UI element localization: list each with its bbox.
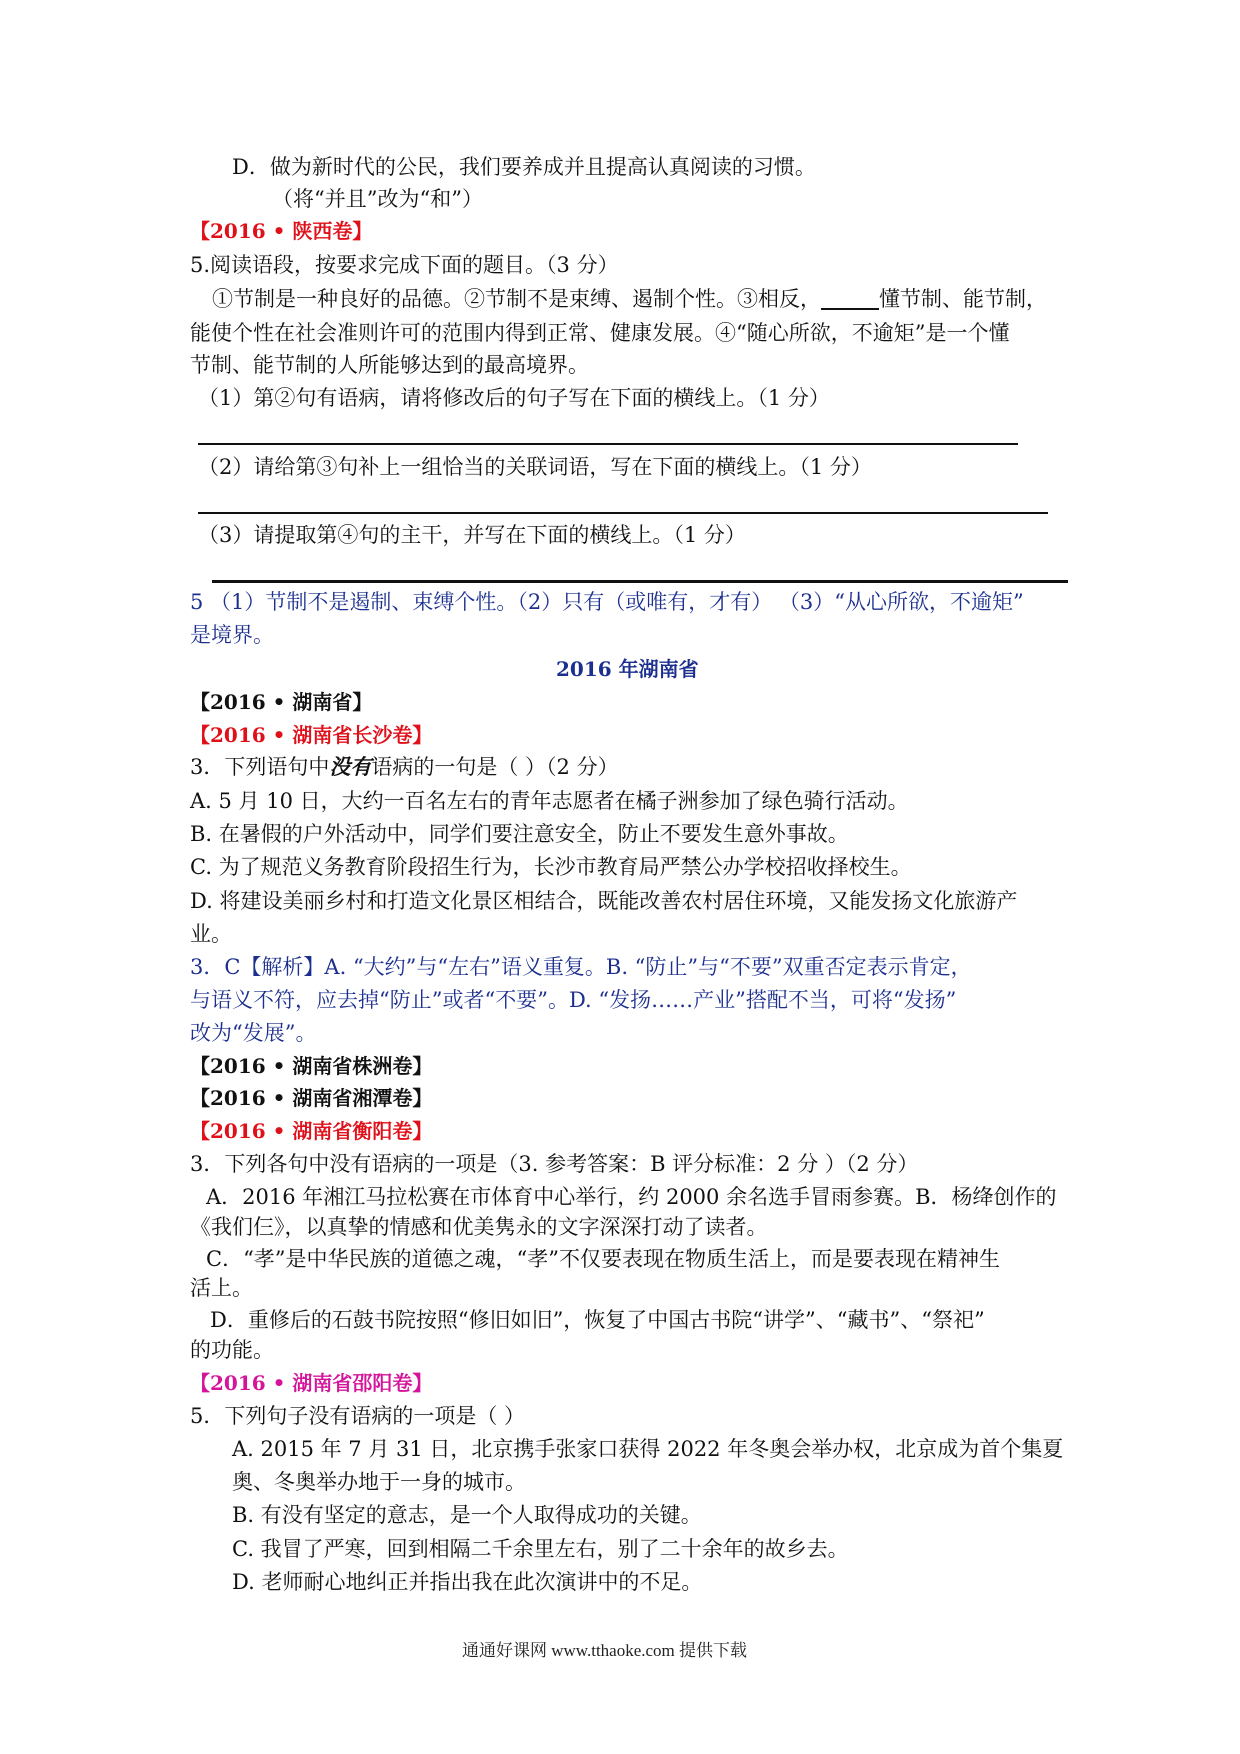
answer-line-3 [212, 580, 1068, 583]
answer-3-line2: 与语义不符，应去掉“防止”或者“不要”。D. “发扬……产业”搭配不当，可将“发扬” [190, 988, 957, 1012]
question-5-shaoyang-title: 5．下列句子没有语病的一项是（ ） [190, 1404, 526, 1428]
answer-line-1 [198, 443, 1018, 445]
section-header-changsha: 【2016 • 湖南省长沙卷】 [190, 723, 433, 747]
option-d-line2-hengyang: 的功能。 [190, 1338, 274, 1362]
question-5-title: 5.阅读语段，按要求完成下面的题目。（3 分） [190, 253, 619, 277]
section-header-zhuzhou: 【2016 • 湖南省株洲卷】 [190, 1054, 433, 1078]
answer-3-line3: 改为“发展”。 [190, 1021, 317, 1045]
page-footer: 通通好课网 www.tthaoke.com 提供下载 [462, 1641, 748, 1660]
option-a: A. 5 月 10 日，大约一百名左右的青年志愿者在橘子洲参加了绿色骑行活动。 [190, 789, 909, 813]
question-5-answer-line1: 5 （1）节制不是遏制、束缚个性。（2）只有（或唯有，才有） （3）“从心所欲，不逾矩” [190, 590, 1024, 614]
option-b-shaoyang: B. 有没有坚定的意志，是一个人取得成功的关键。 [232, 1503, 702, 1527]
section-header-xiangtan: 【2016 • 湖南省湘潭卷】 [190, 1086, 433, 1110]
option-d-line2: 业。 [190, 922, 232, 946]
blank-underline [821, 286, 879, 310]
section-title-hunan: 2016 年湖南省 [556, 657, 699, 681]
paragraph-text-a: ①节制是一种良好的品德。②节制不是束缚、遏制个性。③相反， [212, 287, 821, 311]
question-text-a: 3．下列语句中 [190, 755, 330, 779]
option-a-line1: A．2016 年湘江马拉松赛在市体育中心举行，约 2000 余名选手冒雨参赛。B．杨绛创作的 [206, 1185, 1057, 1209]
option-a-line2-shaoyang: 奥、冬奥举办地于一身的城市。 [232, 1470, 526, 1494]
option-d-line1: D. 将建设美丽乡村和打造文化景区相结合，既能改善农村居住环境，又能发扬文化旅游产 [190, 889, 1018, 913]
option-c: C. 为了规范义务教育阶段招生行为，长沙市教育局严禁公办学校招收择校生。 [190, 855, 912, 879]
question-5-sub2: （2）请给第③句补上一组恰当的关联词语，写在下面的横线上。（1 分） [198, 455, 872, 479]
option-c-line2: 活上。 [190, 1276, 253, 1300]
option-b: B. 在暑假的户外活动中，同学们要注意安全，防止不要发生意外事故。 [190, 822, 849, 846]
section-header-shaoyang: 【2016 • 湖南省邵阳卷】 [190, 1371, 433, 1395]
question-3-hengyang-title: 3．下列各句中没有语病的一项是（3. 参考答案：B 评分标准：2 分 ）（2 分） [190, 1152, 919, 1176]
option-d-previous: D．做为新时代的公民，我们要养成并且提高认真阅读的习惯。 [232, 155, 816, 179]
answer-3-line1: 3．C【解析】A. “大约”与“左右”语义重复。B. “防止”与“不要”双重否定表示肯定， [190, 955, 972, 979]
option-d-note: （将“并且”改为“和”） [272, 187, 483, 211]
answer-line-2 [198, 512, 1048, 514]
emphasis-text: 没有 [329, 754, 372, 779]
option-c-shaoyang: C. 我冒了严寒，回到相隔二千余里左右，别了二十余年的故乡去。 [232, 1537, 849, 1561]
option-a-line1-shaoyang: A. 2015 年 7 月 31 日，北京携手张家口获得 2022 年冬奥会举办权，北京成为首个集夏 [232, 1437, 1064, 1461]
question-5-paragraph-line1 [212, 284, 1047, 314]
question-text-b: 语病的一句是（ ）（2 分） [371, 755, 619, 779]
question-5-answer-line2: 是境界。 [190, 623, 274, 647]
section-header-hengyang: 【2016 • 湖南省衡阳卷】 [190, 1119, 433, 1143]
section-header-hunan: 【2016 • 湖南省】 [190, 690, 373, 714]
question-5-paragraph-line3: 节制、能节制的人所能够达到的最高境界。 [190, 353, 589, 377]
option-d-line1-hengyang: D．重修后的石鼓书院按照“修旧如旧”，恢复了中国古书院“讲学”、“藏书”、“祭祀” [210, 1308, 985, 1332]
option-d-shaoyang: D. 老师耐心地纠正并指出我在此次演讲中的不足。 [232, 1570, 703, 1594]
question-5-sub1: （1）第②句有语病，请将修改后的句子写在下面的横线上。（1 分） [198, 386, 830, 410]
option-c-line1: C．“孝”是中华民族的道德之魂，“孝”不仅要表现在物质生活上，而是要表现在精神生 [206, 1247, 1001, 1271]
paragraph-text-b: 懂节制、能节制， [879, 287, 1047, 311]
option-a-line2: 《我们仨》，以真挚的情感和优美隽永的文字深深打动了读者。 [190, 1215, 768, 1239]
section-header-shaanxi: 【2016 • 陕西卷】 [190, 219, 373, 243]
question-3-changsha-title [190, 752, 619, 782]
question-5-sub3: （3）请提取第④句的主干，并写在下面的横线上。（1 分） [198, 523, 746, 547]
question-5-paragraph-line2: 能使个性在社会准则许可的范围内得到正常、健康发展。④“随心所欲，不逾矩”是一个懂 [190, 321, 1010, 345]
